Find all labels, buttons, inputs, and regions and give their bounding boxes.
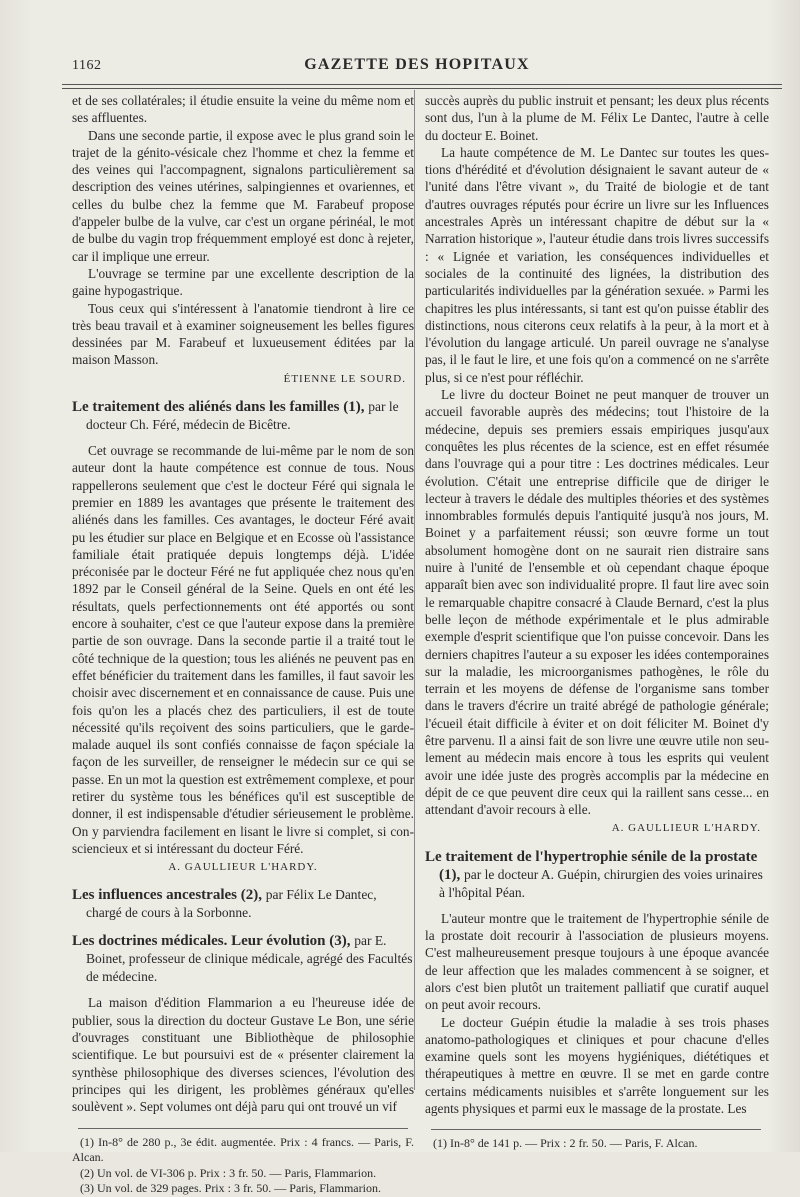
article-heading <box>72 886 414 922</box>
paragraph: succès auprès du public instruit et pensant; les deux plus récents sont dus, l'un à la plume de M. Félix Le Dantec, l'autre à celle du docteur E. Boinet. <box>425 93 769 143</box>
article-heading <box>72 398 414 434</box>
right-column <box>425 92 769 1152</box>
footnote: (2) Un vol. de VI-306 p. Prix : 3 fr. 50. — Paris, Flammarion. <box>80 1165 377 1180</box>
paragraph: La haute compétence de M. Le Dantec sur toutes les questions d'hérédité et d'évolution désignaient le savant auteur de « l'unité dans l'être vivant », du Traité de biologie et de tant d'autres ouvrages réputés pour écrire un livre sur les Influences ancestrales Après un intéressant chapitre de début sur la « Narration historique », l'auteur étudie dans trois livres successifs : « Lignée et variation, les conséquences individuelles et sociales de la continuité des lignées, la distribution des particularités individuelles par la génération sexuée. » Parmi les chapitres les plus intéressants, si tant est qu'on puisse établir des distinctions, nous citerons ceux relatifs à la peur, à la mort et à l'évolution du langage articulé. Un pareil ouvrage ne s'analyse pas, il le faut le lire, et une fois qu'on a commencé on ne s'arrête plus, si ce n'est pour réfléchir. <box>425 144 769 385</box>
left-column <box>72 92 414 1197</box>
paragraph: Cet ouvrage se recommande de lui-même par le nom de son auteur dont la haute compétence est connue de tous. Nous rappellerons seulement que c'est le docteur Féré qui signala le premier en 1889 les avantages que présente le traitement des aliénés dans les familles. Ces avantages, le docteur Féré avait pu les étudier sur place en Belgique et en Ecosse où l'assistance familiale était pratiquée depuis longtemps déjà. L'idée préconisée par le docteur Féré ne fut appliquée chez nous qu'en 1892 par le Conseil général de la Seine. Quels en ont été les résultats, quels perfectionnements ont été apportés ou sont encore à souhaiter, c'est ce que l'auteur expose dans la première partie de son ouvrage. Dans la seconde partie il a traité tout le côté technique de la question; tous les aliénés ne peuvent pas en effet bénéficier du traitement dans les familles, il faut savoir les choisir avec discernement et en connaissance de cause. Puis une fois qu'on les a placés chez des particuliers, il est de toute nécessité qu'ils reçoivent des soins particuliers, que le garde-malade auquel ils sont confiés connaisse de façon spéciale la façon de les surveiller, de renseigner le médecin sur ce qui se passe. En un mot la question est extrêmement complexe, et pour retirer du système tous les bénéfices qu'il est susceptible de donner, il est indispensable d'étudier sérieusement le problème. On y parviendra facilement en lisant le livre si complet, si consciencieux et si intéressant du docteur Féré. <box>72 443 414 856</box>
article-heading <box>425 848 769 902</box>
article-title: Les influences ancestrales (2), <box>72 887 262 904</box>
page-number: 1162 <box>72 58 102 73</box>
signature: A. GAULLIEUR L'HARDY. <box>611 822 761 835</box>
header-rule-top <box>62 84 782 85</box>
paragraph: Le livre du docteur Boinet ne peut manquer de trouver un accueil favorable auprès des médecins; tout l'histoire de la médecine, depuis ses premiers essais empiriques jusqu'aux conquêtes les plus récentes de la science, est en effet résumée dans l'ouvrage qui a pour titre : Les doctrines médicales. Leur évolution. C'était une entreprise difficile que de diriger le lecteur à travers le dédale des multiples théories et des systèmes innombrables formulés depuis l'antiquité jusqu'à nos jours, M. Boinet y a parfaitement réussi; son œuvre forme un tout absolument homogène dont on ne saurait rien distraire sans nuire à l'unité de l'ensemble et où cependant chaque époque apparaît bien avec son individualité propre. Il faut lire avec soin le remarquable chapitre consacré à Claude Bernard, c'est la plus belle leçon de méthode expérimentale et le plus admirable exemple d'esprit scientifique que l'on puisse concevoir. Dans les derniers chapitres l'auteur a su exposer les idées contemporaines sur la maladie, les microorganismes pathogènes, le rôle du terrain et les moyens de défense de l'organisme sans tomber dans le travers d'écrire un traité abrégé de pathologie générale; l'écueil était difficile à éviter et on doit féliciter M. Boinet d'y être parvenu. Il a ainsi fait de son livre une œuvre utile non seulement au médecin mais encore à tous les esprits qui veulent avoir une idée juste des progrès accomplis par la médecine en dépit de ce que peuvent dire ceux qui la raillent sans cesse... en attendant d'avoir recours à elle. <box>425 387 769 818</box>
page-header <box>62 56 772 78</box>
footnote: (1) In-8° de 141 p. — Prix : 2 fr. 50. — Paris, F. Alcan. <box>433 1136 698 1151</box>
article-heading <box>72 932 414 986</box>
paragraph: Dans une seconde partie, il expose avec le plus grand soin le trajet de la génito-vésicale chez l'homme et chez la femme et des veines qui l'accompagnent, signalons particulièrement sa description des veines utérines, salpingiennes et ovariennes, et celles du bulbe chez la femme que M. Farabeuf propose d'appeler bulbe de la vulve, car c'est un organe périnéal, le mot de bulbe du vagin trop fréquemment employé est donc à rejeter, car il implique une erreur. <box>72 127 414 264</box>
article-title: Le traitement des aliénés dans les familles (1), <box>72 399 365 416</box>
paragraph: La maison d'édition Flammarion a eu l'heureuse idée de publier, sous la direction du docteur Gustave Le Bon, une série d'ouvrages constituant une Bibliothèque de philosophie scientifique. Le but poursuivi est de « présenter clairement la synthèse philosophique des diverses sciences, l'évolution des principes qui les dirigent, les problèmes généraux qu'elles soulèvent ». Sept volumes ont déjà paru qui ont trouvé un vif <box>72 995 414 1115</box>
paragraph: Le docteur Guépin étudie la maladie à ses trois phases anatomo-pathologiques et cliniques et pour chacune d'elles examine quels sont les moyens hygiéniques, diététiques et thérapeutiques à mettre en œuvre. Il se met en garde contre certains médicaments nuisibles et s'arrête longuement sur les agents physiques et parmi eux le massage de la prostate. Les <box>425 1014 769 1117</box>
header-rule-bottom <box>62 88 782 89</box>
signature: ÉTIENNE LE SOURD. <box>283 372 406 385</box>
footnote-rule <box>78 1128 408 1129</box>
article-byline: par E. Boinet, professeur de clinique médicale, agrégé des Facultés de médecine. <box>86 933 413 985</box>
paragraph: Tous ceux qui s'intéressent à l'anatomie tiendront à lire ce très beau travail et à examiner soigneusement les belles figures dessinées par M. Farabeuf et luxueusement éditées par la maison Masson. <box>72 300 414 368</box>
signature: A. GAULLIEUR L'HARDY. <box>168 861 318 874</box>
article-byline: par le docteur Ch. Féré, médecin de Bicêtre. <box>86 399 399 433</box>
column-divider <box>414 90 415 1090</box>
article-title: Les doctrines médicales. Leur évolution (3), <box>72 933 351 950</box>
article-title: Le traitement de l'hypertrophie sénile de la prostate (1), <box>425 848 758 883</box>
paragraph: et de ses collatérales; il étudie ensuite la veine du même nom et ses affluentes. <box>72 93 414 126</box>
footnote: (3) Un vol. de 329 pages. Prix : 3 fr. 50. — Paris, Flammarion. <box>80 1181 381 1196</box>
journal-title: GAZETTE DES HOPITAUX <box>304 56 530 73</box>
article-byline: par Félix Le Dantec, chargé de cours à la Sorbonne. <box>86 887 377 921</box>
paragraph: L'auteur montre que le traitement de l'hypertrophie sénile de la prostate doit recourir à l'association de plusieurs moyens. C'est malheureusement presque toujours à une époque avancée de leur affection que les malades commencent à se soigner, et alors c'est bien plutôt un traitement palliatif que curatif auquel on peut avoir recours. <box>425 910 769 1013</box>
footnote-rule <box>431 1129 761 1130</box>
footnote: (1) In-8° de 280 p., 3e édit. augmentée. Prix : 4 francs. — Paris, F. Alcan. <box>72 1134 414 1165</box>
paragraph: L'ouvrage se termine par une excellente description de la gaine hypogastrique. <box>72 265 414 299</box>
article-byline: par le docteur A. Guépin, chirurgien des voies urinaires à l'hôpital Péan. <box>439 866 763 900</box>
